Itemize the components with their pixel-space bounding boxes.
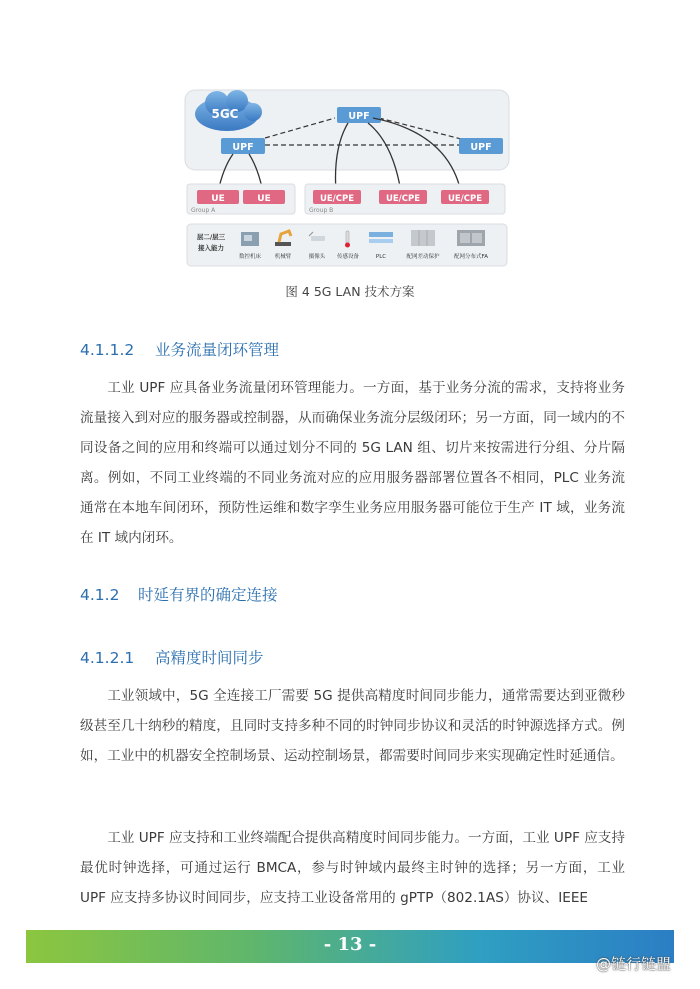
section-number: 4.1.1.2 — [80, 341, 135, 359]
page-number: - 13 - — [323, 934, 377, 955]
core-label: 5GC — [211, 107, 239, 121]
protection-cabinet-icon — [411, 230, 435, 246]
figure-caption: 图 4 5G LAN 技术方案 — [285, 284, 415, 299]
ue-label: UE — [211, 194, 225, 204]
device-label: 机械臂 — [274, 254, 292, 260]
section-number: 4.1.2 — [80, 586, 120, 604]
section-title: 高精度时间同步 — [155, 649, 264, 667]
device-label: 数控机床 — [238, 254, 262, 260]
ue-label: UE — [257, 194, 271, 204]
watermark: @链行链盟 — [596, 955, 672, 973]
group-b-label: Group B — [309, 207, 334, 214]
device-label: 配网分布式FA — [454, 254, 488, 260]
sensor-icon — [345, 231, 350, 248]
section-heading — [80, 646, 264, 668]
5g-lan-diagram — [183, 88, 511, 270]
ue-cpe-label: UE/CPE — [385, 194, 421, 204]
device-label: 传感设备 — [336, 254, 360, 260]
access-title-line1: 层二/层三 — [196, 233, 226, 241]
device-label: 配网差动保护 — [406, 254, 440, 260]
device-label: PLC — [375, 254, 387, 260]
distribution-fa-icon — [457, 230, 485, 246]
section-title: 时延有界的确定连接 — [138, 586, 278, 604]
paragraph: 工业领域中，5G 全连接工厂需要 5G 提供高精度时间同步能力，通常需要达到亚微秒级甚至几十纳秒的精度，且同时支持多种不同的时钟同步协议和灵活的时钟源选择方式。例如，工业中的机器安全控制场景、运动控制场景，都需要时间同步来实现确定性时延通信。 — [80, 688, 625, 764]
ue-cpe-label: UE/CPE — [447, 194, 483, 204]
cnc-machine-icon — [241, 232, 259, 246]
access-title-line2: 接入能力 — [198, 244, 224, 252]
paragraph: 工业 UPF 应具备业务流量闭环管理能力。一方面，基于业务分流的需求，支持将业务流量接入到对应的服务器或控制器，从而确保业务流分层级闭环；另一方面，同一域内的不同设备之间的应用和终端可以通过划分不同的 5G LAN 组、切片来按需进行分组、分片隔离。例如，不同工业终端的不同业务流对应的应用服务器部署位置各不相同，PLC 业务流通常在本地车间闭环，预防性运维和数字孪生业务应用服务器可能位于生产 IT 域，业务流在 IT 域内闭环。 — [80, 380, 625, 546]
upf-center-label: UPF — [348, 111, 370, 122]
section-number: 4.1.2.1 — [80, 649, 135, 667]
ue-cpe-label: UE/CPE — [319, 194, 355, 204]
group-a-label: Group A — [191, 207, 216, 214]
paragraph: 工业 UPF 应支持和工业终端配合提供高精度时间同步能力。一方面，工业 UPF 应支持最优时钟选择，可通过运行 BMCA，参与时钟域内最终主时钟的选择；另一方面，工业 UPF 应支持多协议时间同步，应支持工业设备常用的 gPTP（802.1AS）协议、IEEE — [80, 830, 625, 906]
section-heading — [80, 583, 278, 605]
upf-b-label: UPF — [470, 142, 492, 153]
section-heading — [80, 338, 279, 360]
upf-a-label: UPF — [232, 142, 254, 153]
device-label: 摄像头 — [308, 254, 326, 260]
section-title: 业务流量闭环管理 — [155, 341, 280, 359]
